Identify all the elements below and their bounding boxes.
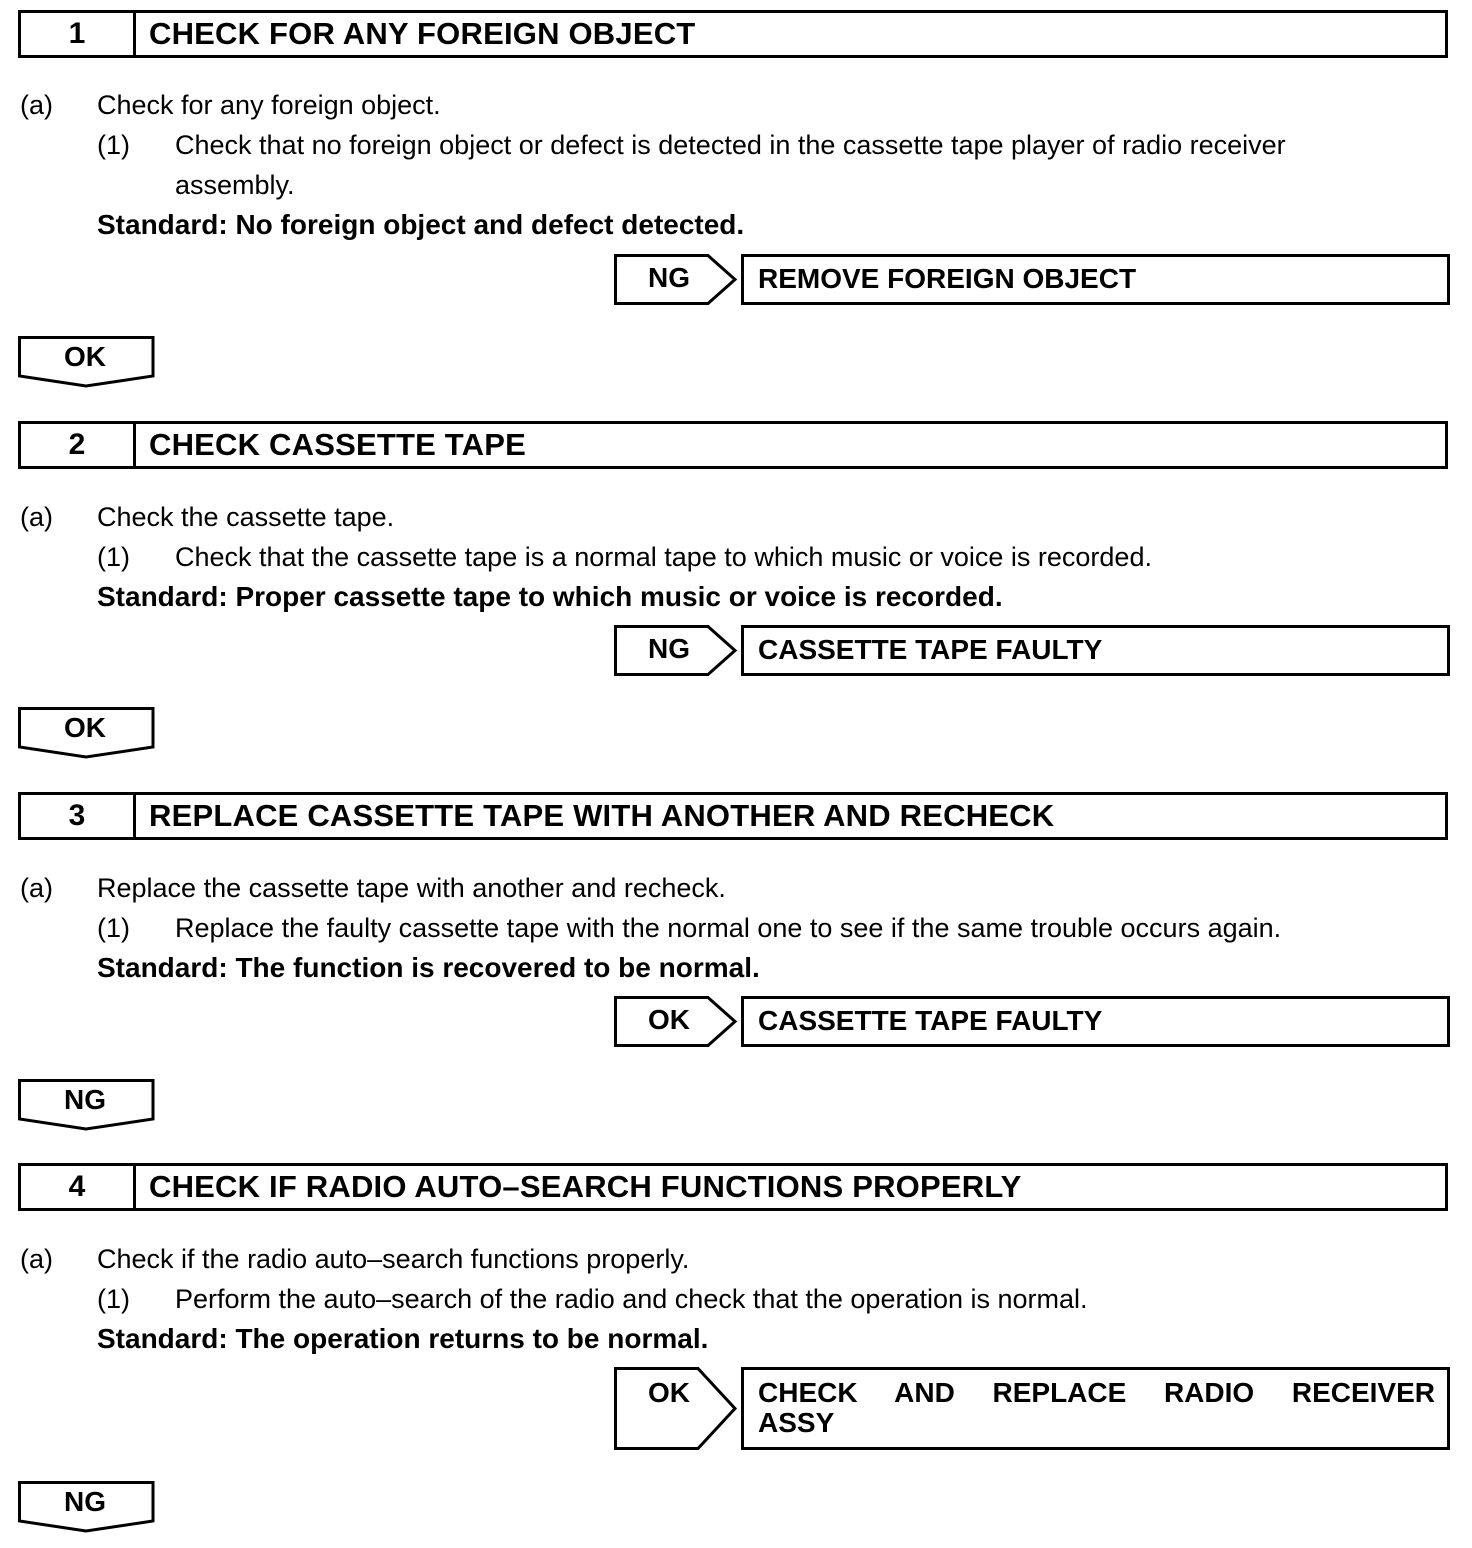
item-a-label: (a) [20, 1244, 53, 1274]
ok-flow-arrow [18, 336, 155, 388]
step-number: 1 [21, 13, 136, 55]
item-a-label: (a) [20, 502, 53, 532]
step-1-header [18, 10, 1448, 58]
step-title: CHECK IF RADIO AUTO–SEARCH FUNCTIONS PROPERLY [149, 1169, 1022, 1204]
standard-text: Standard: The function is recovered to be normal. [97, 952, 760, 983]
standard-text: Standard: Proper cassette tape to which music or voice is recorded. [97, 581, 1003, 612]
step-number: 3 [21, 795, 136, 837]
result-branch [614, 625, 1450, 676]
item-1-text: Perform the auto–search of the radio and check that the operation is normal. [175, 1284, 1088, 1314]
result-action-line-1: CHECK AND REPLACE RADIO RECEIVER [758, 1377, 1435, 1408]
item-a-text: Check if the radio auto–search functions properly. [97, 1244, 690, 1274]
item-a-label: (a) [20, 90, 53, 120]
ok-flow-arrow [18, 707, 155, 759]
result-action-box: CASSETTE TAPE FAULTY [741, 625, 1450, 676]
item-1-text: Check that no foreign object or defect is detected in the cassette tape player of radio receiver [175, 130, 1286, 160]
result-branch [614, 254, 1450, 305]
step-2-header [18, 421, 1448, 469]
ok-tag-label: OK [648, 1004, 690, 1035]
result-branch [614, 996, 1450, 1047]
step-number: 4 [21, 1166, 136, 1208]
item-1-text: Replace the faulty cassette tape with the normal one to see if the same trouble occurs again. [175, 913, 1282, 943]
result-action-line-2: ASSY [758, 1407, 835, 1438]
step-3-header [18, 792, 1448, 840]
item-1-label: (1) [97, 542, 130, 572]
item-a-text: Replace the cassette tape with another and recheck. [97, 873, 726, 903]
ng-flow-arrow [18, 1481, 155, 1533]
step-number: 2 [21, 424, 136, 466]
item-1-text-continued: assembly. [175, 170, 295, 200]
flow-label: NG [64, 1084, 106, 1115]
result-action-box [741, 1367, 1450, 1450]
flow-label: NG [64, 1486, 106, 1517]
ng-flow-arrow [18, 1079, 155, 1131]
ok-tag-label: OK [648, 1377, 690, 1408]
ng-tag-label: NG [648, 262, 690, 293]
step-title: CHECK CASSETTE TAPE [149, 427, 526, 462]
item-1-text: Check that the cassette tape is a normal tape to which music or voice is recorded. [175, 542, 1152, 572]
item-1-label: (1) [97, 1284, 130, 1314]
standard-text: Standard: The operation returns to be normal. [97, 1323, 709, 1354]
standard-text: Standard: No foreign object and defect detected. [97, 209, 745, 240]
item-1-label: (1) [97, 913, 130, 943]
item-a-text: Check for any foreign object. [97, 90, 441, 120]
step-title: REPLACE CASSETTE TAPE WITH ANOTHER AND RECHECK [149, 798, 1055, 833]
result-action-box: CASSETTE TAPE FAULTY [741, 996, 1450, 1047]
step-4-header [18, 1163, 1448, 1211]
item-a-text: Check the cassette tape. [97, 502, 395, 532]
result-action-box: REMOVE FOREIGN OBJECT [741, 254, 1450, 305]
step-title: CHECK FOR ANY FOREIGN OBJECT [149, 16, 696, 51]
flow-label: OK [64, 341, 106, 372]
flow-label: OK [64, 712, 106, 743]
item-a-label: (a) [20, 873, 53, 903]
result-branch [614, 1367, 1450, 1450]
item-1-label: (1) [97, 130, 130, 160]
ng-tag-label: NG [648, 633, 690, 664]
